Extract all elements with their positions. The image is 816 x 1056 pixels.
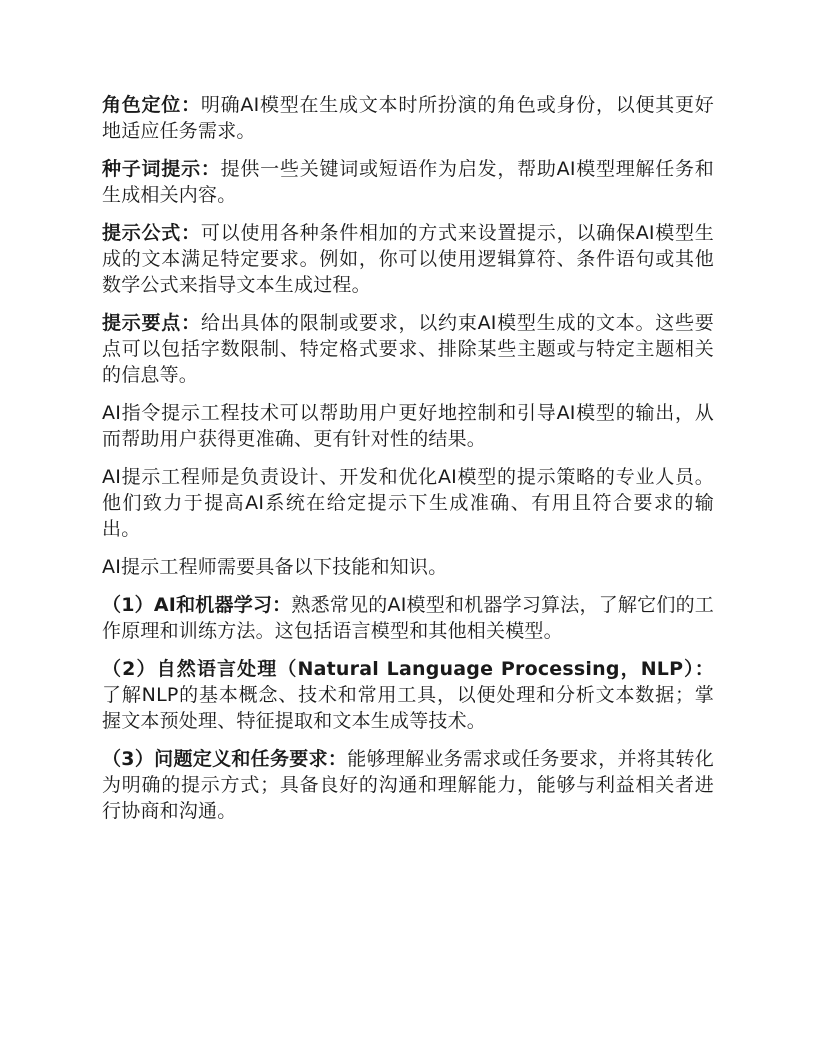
paragraph-prompt-engineering-summary: [102, 400, 714, 452]
paragraph-prompt-formula: [102, 220, 714, 298]
paragraph-role-positioning: [102, 92, 714, 144]
paragraph-skill-nlp: [102, 656, 714, 734]
term-separator: ：: [272, 594, 292, 616]
paragraph-text: 能够理解业务需求或任务要求，并将其转化为明确的提示方式；具备良好的沟通和理解能力，能够与利益相关者进行协商和沟通。: [102, 748, 714, 822]
paragraph-prompt-engineer-definition: [102, 464, 714, 542]
paragraph-text: AI提示工程师是负责设计、开发和优化AI模型的提示策略的专业人员。他们致力于提高AI系统在给定提示下生成准确、有用且符合要求的输出。: [102, 466, 714, 540]
term-separator: ：: [181, 222, 201, 244]
paragraph-text: 可以使用各种条件相加的方式来设置提示，以确保AI模型生成的文本满足特定要求。例如，你可以使用逻辑算符、条件语句或其他数学公式来指导文本生成过程。: [102, 222, 715, 296]
paragraph-text: AI指令提示工程技术可以帮助用户更好地控制和引导AI模型的输出，从而帮助用户获得更准确、更有针对性的结果。: [102, 402, 714, 450]
term-label: （1）AI和机器学习: [102, 594, 273, 616]
paragraph-text: 明确AI模型在生成文本时所扮演的角色或身份，以便其更好地适应任务需求。: [102, 94, 715, 142]
paragraph-seed-word-prompt: [102, 156, 714, 208]
document-page: [102, 92, 714, 836]
paragraph-text: 了解NLP的基本概念、技术和常用工具，以便处理和分析文本数据；掌握文本预处理、特征提取和文本生成等技术。: [102, 684, 714, 732]
term-label: 角色定位: [102, 94, 182, 116]
term-separator: ：: [200, 158, 221, 180]
paragraph-skills-intro: [102, 554, 714, 580]
paragraph-text: 熟悉常见的AI模型和机器学习算法，了解它们的工作原理和训练方法。这包括语言模型和其他相关模型。: [102, 594, 715, 642]
term-label: 种子词提示: [102, 158, 201, 180]
term-label: 提示要点: [102, 312, 182, 334]
term-separator: ：: [694, 658, 714, 680]
paragraph-skill-ai-ml: [102, 592, 714, 644]
paragraph-text: 给出具体的限制或要求，以约束AI模型生成的文本。这些要点可以包括字数限制、特定格式要求、排除某些主题或与特定主题相关的信息等。: [102, 312, 715, 386]
term-label: （2）自然语言处理（Natural Language Processing，NLP）: [102, 658, 695, 680]
paragraph-text: 提供一些关键词或短语作为启发，帮助AI模型理解任务和生成相关内容。: [102, 158, 715, 206]
term-label: （3）问题定义和任务要求: [102, 748, 328, 770]
paragraph-text: AI提示工程师需要具备以下技能和知识。: [102, 556, 448, 578]
term-separator: ：: [181, 94, 201, 116]
paragraph-skill-problem-definition: [102, 746, 714, 824]
term-separator: ：: [181, 312, 201, 334]
paragraph-prompt-key-points: [102, 310, 714, 388]
term-label: 提示公式: [102, 222, 182, 244]
term-separator: ：: [327, 748, 348, 770]
